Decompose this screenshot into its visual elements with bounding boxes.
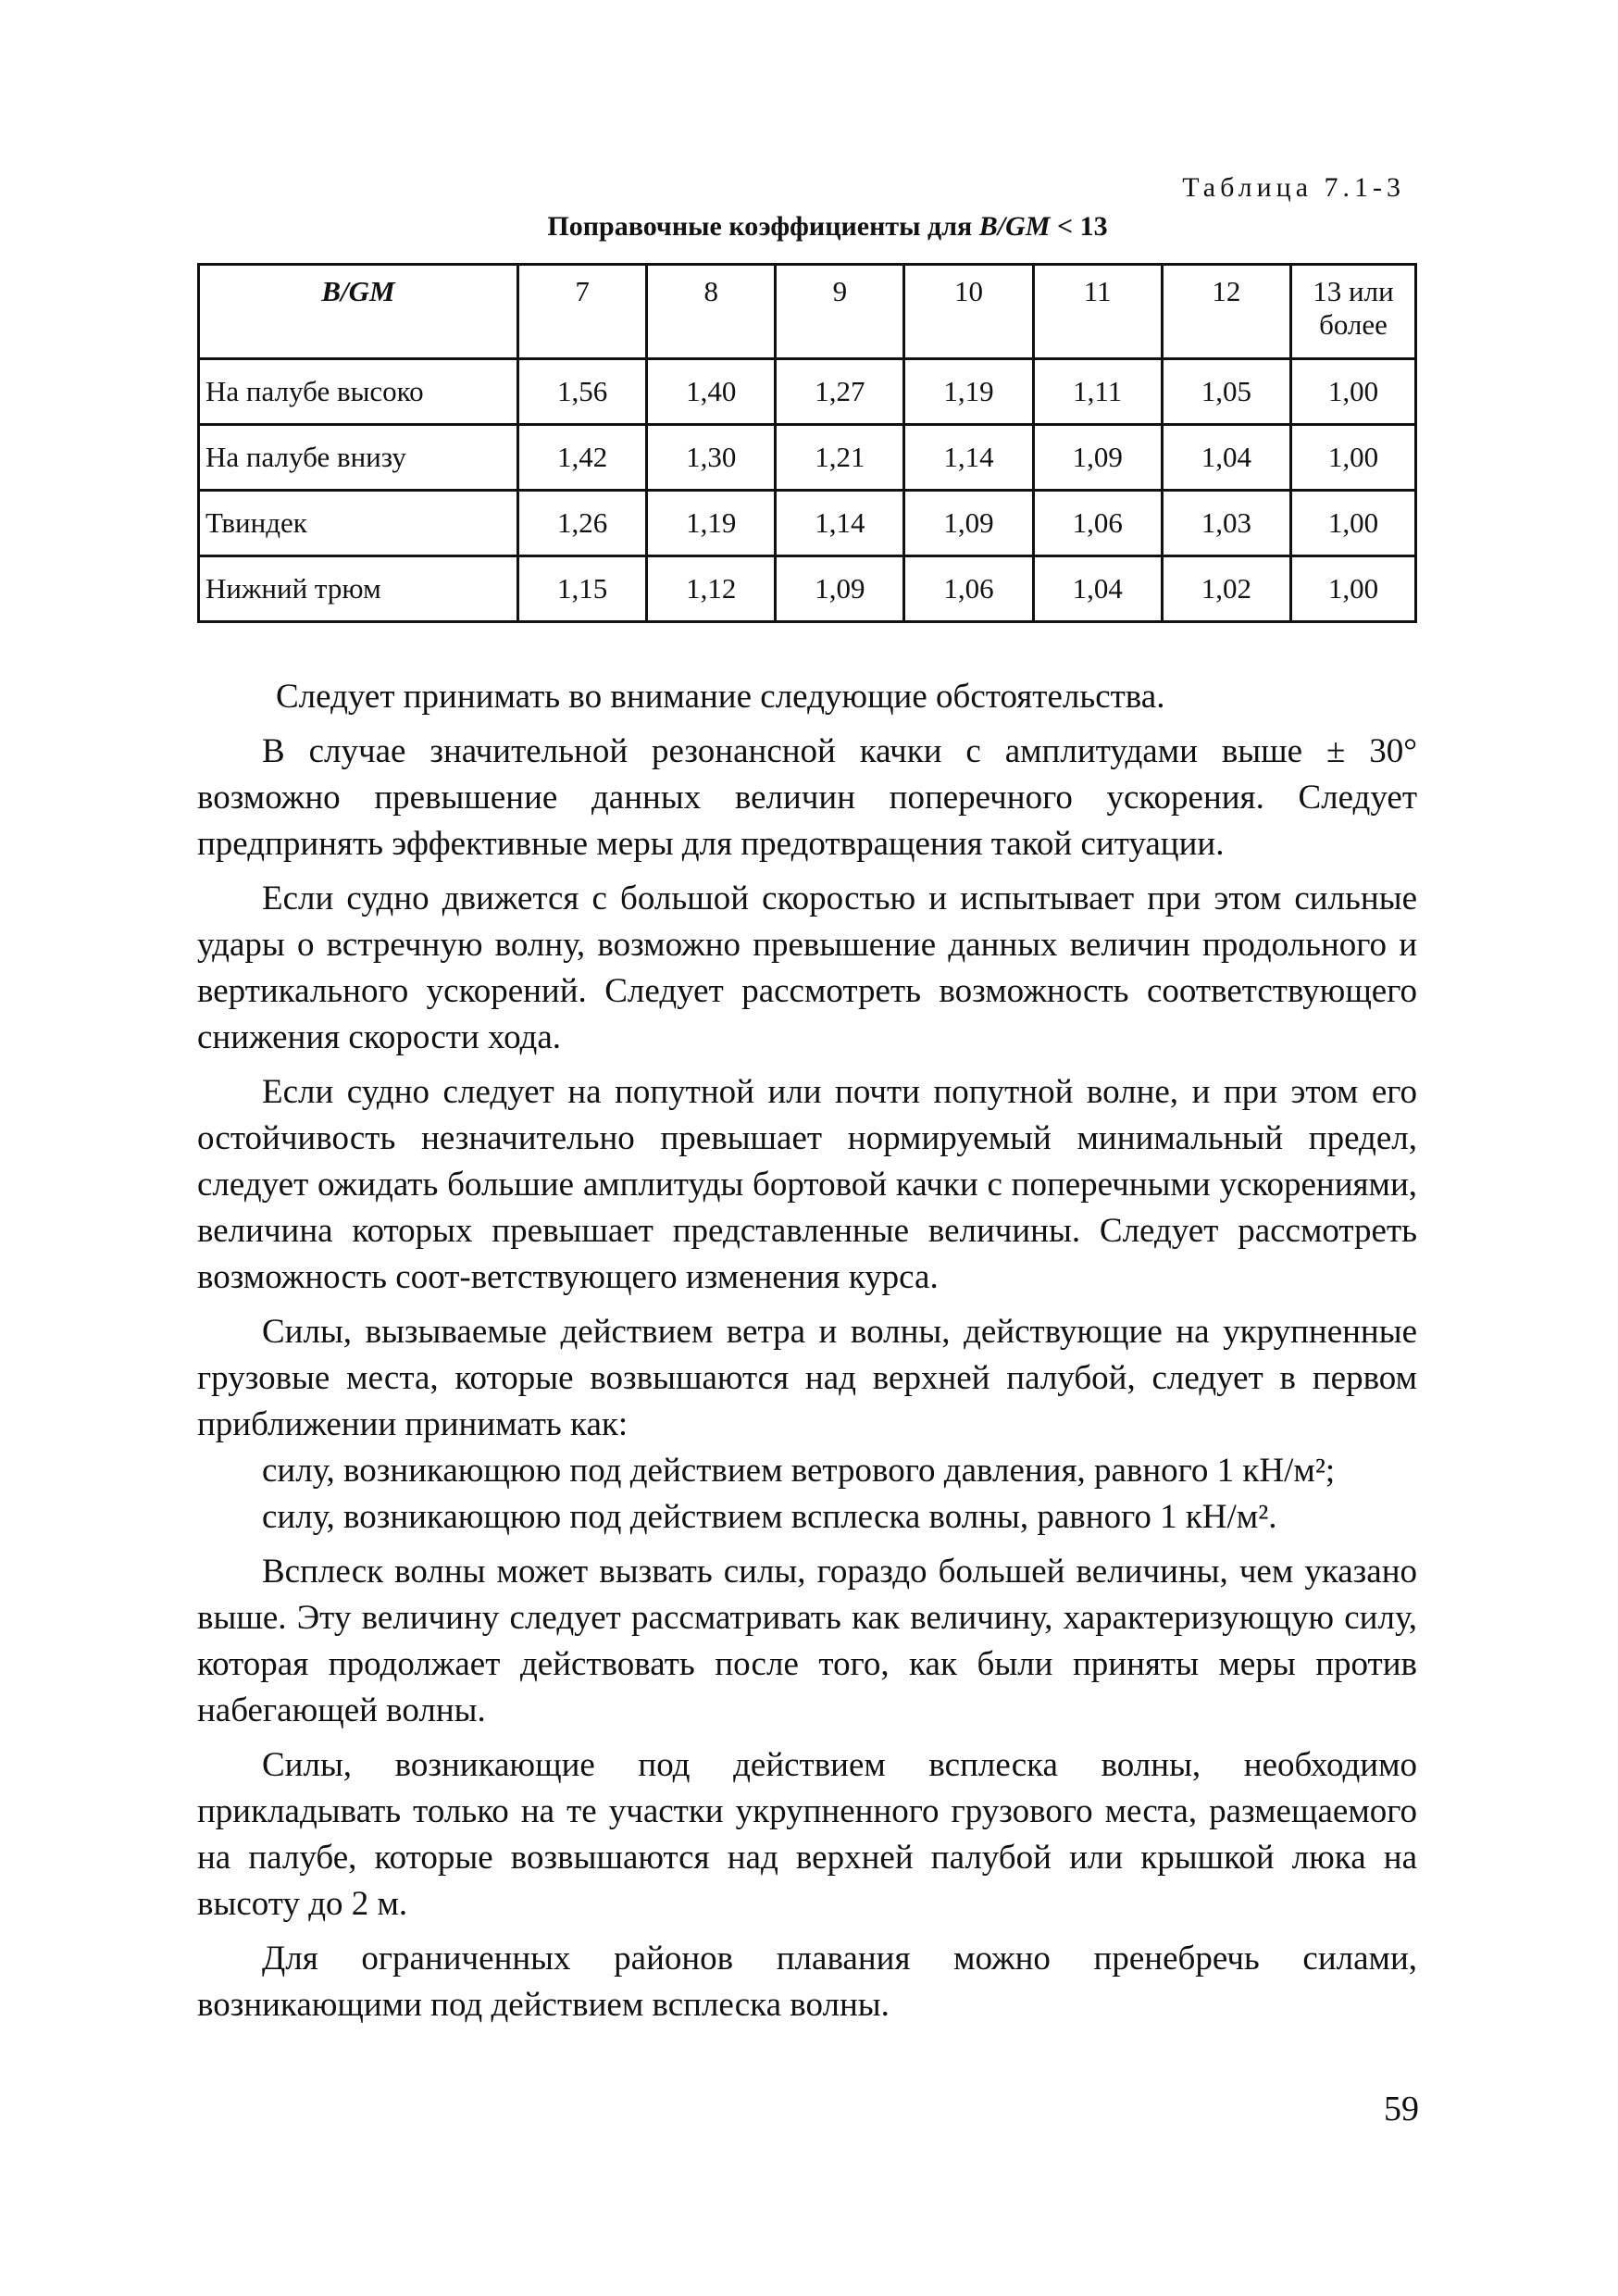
table-cell: 1,00	[1291, 491, 1416, 556]
paragraph: В случае значительной резонансной качки с амплитудами выше ± 30° возможно превышение данных величин поперечного ускорения. Следует предпринять эффективные меры для предотвращения такой ситуации.	[197, 732, 1417, 863]
table-cell: 1,02	[1162, 556, 1290, 622]
list-item: силу, возникающюю под действием ветрового давления, равного 1 кН/м²;	[262, 1452, 1336, 1490]
paragraph: Если судно следует на попутной или почти попутной волне, и при этом его остойчивость незначительно превышает нормируемый минимальный предел, следует ожидать большие амплитуды бортовой качки с поперечными ускорениями, величина которых превышает представленные величины. Следует рассмотреть возможность соот-ветствующего изменения курса.	[197, 1073, 1417, 1296]
paragraph: Силы, возникающие под действием всплеска волны, необходимо прикладывать только на те участки укрупненного грузового места, размещаемого на палубе, которые возвышаются над верхней палубой или крышкой люка на высоту до 2 м.	[197, 1746, 1417, 1923]
table-cell: 1,05	[1162, 359, 1290, 425]
table-cell: 1,00	[1291, 556, 1416, 622]
table-title-prefix: Поправочные коэффициенты для	[547, 211, 979, 242]
table-cell: 1,12	[647, 556, 776, 622]
header-cell: 13 или более	[1291, 265, 1416, 359]
paragraph: Силы, вызываемые действием ветра и волны, действующие на укрупненные грузовые места, которые возвышаются над верхней палубой, следует в первом приближении принимать как:	[197, 1313, 1417, 1443]
table-label: Таблица 7.1-3	[1182, 172, 1405, 203]
table-cell: 1,42	[518, 425, 647, 491]
header-cell: 8	[647, 265, 776, 359]
table-cell: 1,09	[776, 556, 904, 622]
header-cell: 9	[776, 265, 904, 359]
table-cell: 1,09	[1033, 425, 1162, 491]
correction-coefficients-table	[197, 263, 1417, 623]
header-cell: 11	[1033, 265, 1162, 359]
row-label: На палубе высоко	[199, 359, 518, 425]
page-number: 59	[1384, 2090, 1419, 2128]
row-label: Нижний трюм	[199, 556, 518, 622]
table-title-suffix: < 13	[1050, 211, 1108, 242]
paragraph: Если судно движется с большой скоростью и испытывает при этом сильные удары о встречную волну, возможно превышение данных величин продольного и вертикального ускорений. Следует рассмотреть возможность соответствующего снижения скорости хода.	[197, 880, 1417, 1056]
table-title	[0, 211, 1618, 243]
paragraph: Всплеск волны может вызвать силы, гораздо большей величины, чем указано выше. Эту величину следует рассматривать как величину, характеризующую силу, которая продолжает действовать после того, как были приняты меры против набегающей волны.	[197, 1553, 1417, 1729]
table-cell: 1,26	[518, 491, 647, 556]
table-cell: 1,06	[1033, 491, 1162, 556]
header-cell: 12	[1162, 265, 1290, 359]
header-cell: B/GM	[199, 265, 518, 359]
table-row	[199, 556, 1416, 622]
table-cell: 1,19	[647, 491, 776, 556]
table-header-row	[199, 265, 1416, 359]
row-label: Твиндек	[199, 491, 518, 556]
table-row	[199, 425, 1416, 491]
row-label: На палубе внизу	[199, 425, 518, 491]
header-cell: 7	[518, 265, 647, 359]
paragraph: Для ограниченных районов плавания можно пренебречь силами, возникающими под действием всплеска волны.	[197, 1940, 1417, 2024]
table-cell: 1,06	[904, 556, 1033, 622]
table-cell: 1,00	[1291, 425, 1416, 491]
table-cell: 1,04	[1033, 556, 1162, 622]
table-cell: 1,19	[904, 359, 1033, 425]
table-row	[199, 491, 1416, 556]
table-cell: 1,03	[1162, 491, 1290, 556]
body-text	[197, 674, 1417, 2037]
table-title-math: B/GM	[978, 211, 1051, 242]
table-cell: 1,14	[904, 425, 1033, 491]
paragraph: Следует принимать во внимание следующие обстоятельства.	[276, 678, 1165, 716]
table-cell: 1,04	[1162, 425, 1290, 491]
table-cell: 1,14	[776, 491, 904, 556]
table-cell: 1,15	[518, 556, 647, 622]
table-cell: 1,09	[904, 491, 1033, 556]
table-row	[199, 359, 1416, 425]
table-cell: 1,11	[1033, 359, 1162, 425]
list-item: силу, возникающюю под действием всплеска волны, равного 1 кН/м².	[262, 1498, 1277, 1536]
table-cell: 1,00	[1291, 359, 1416, 425]
table-cell: 1,27	[776, 359, 904, 425]
table-cell: 1,56	[518, 359, 647, 425]
table-cell: 1,40	[647, 359, 776, 425]
table-cell: 1,30	[647, 425, 776, 491]
table-cell: 1,21	[776, 425, 904, 491]
header-cell: 10	[904, 265, 1033, 359]
